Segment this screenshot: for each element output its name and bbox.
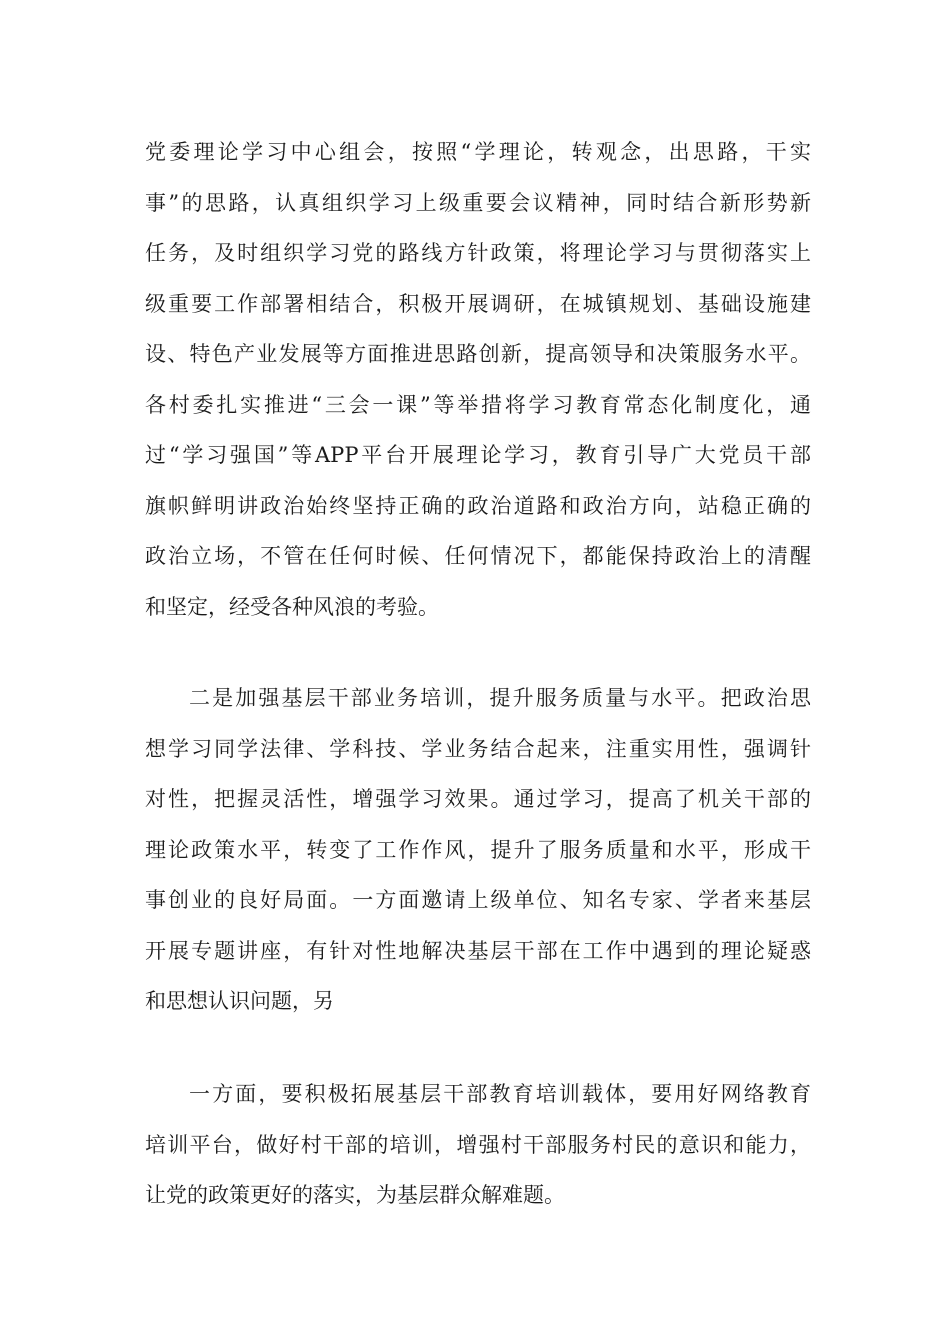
paragraph-line: 培训平台，做好村干部的培训，增强村干部服务村民的意识和能力，	[145, 1132, 811, 1157]
paragraph-line: 各村委扎实推进“三会一课”等举措将学习教育常态化制度化，通	[145, 392, 811, 417]
paragraph-3	[145, 1069, 811, 1221]
paragraph-line: 任务，及时组织学习党的路线方针政策，将理论学习与贯彻落实上	[145, 241, 811, 265]
paragraph-line: 想学习同学法律、学科技、学业务结合起来，注重实用性，强调针	[145, 736, 811, 761]
paragraph-line: 一方面，要积极拓展基层干部教育培训载体，要用好网络教育	[189, 1082, 811, 1106]
paragraph-line: 政治立场，不管在任何时候、任何情况下，都能保持政治上的清醒	[145, 544, 811, 568]
paragraph-line: 开展专题讲座，有针对性地解决基层干部在工作中遇到的理论疑惑	[145, 938, 811, 963]
paragraph-line: 对性，把握灵活性，增强学习效果。通过学习，提高了机关干部的	[145, 787, 811, 811]
paragraph-line: 理论政策水平，转变了工作作风，提升了服务质量和水平，形成干	[145, 837, 811, 862]
paragraph-line: 让党的政策更好的落实，为基层群众解难题。	[145, 1183, 565, 1207]
paragraph-1	[145, 127, 811, 632]
paragraph-line: 事”的思路，认真组织学习上级重要会议精神，同时结合新形势新	[145, 190, 811, 215]
paragraph-line: 旗帜鲜明讲政治始终坚持正确的政治道路和政治方向，站稳正确的	[145, 493, 811, 518]
paragraph-2	[145, 673, 811, 1027]
paragraph-line: 过“学习强国”等APP平台开展理论学习，教育引导广大党员干部	[145, 443, 811, 467]
paragraph-line: 设、特色产业发展等方面推进思路创新，提高领导和决策服务水平。	[145, 342, 811, 366]
paragraph-line: 级重要工作部署相结合，积极开展调研，在城镇规划、基础设施建	[145, 291, 811, 316]
paragraph-line: 二是加强基层干部业务培训，提升服务质量与水平。把政治思	[189, 686, 811, 710]
paragraph-line: 和坚定，经受各种风浪的考验。	[145, 594, 439, 619]
paragraph-line: 事创业的良好局面。一方面邀请上级单位、知名专家、学者来基层	[145, 888, 811, 912]
paragraph-line: 党委理论学习中心组会，按照“学理论，转观念，出思路，干实	[145, 140, 811, 164]
paragraph-line: 和思想认识问题，另	[145, 989, 334, 1013]
